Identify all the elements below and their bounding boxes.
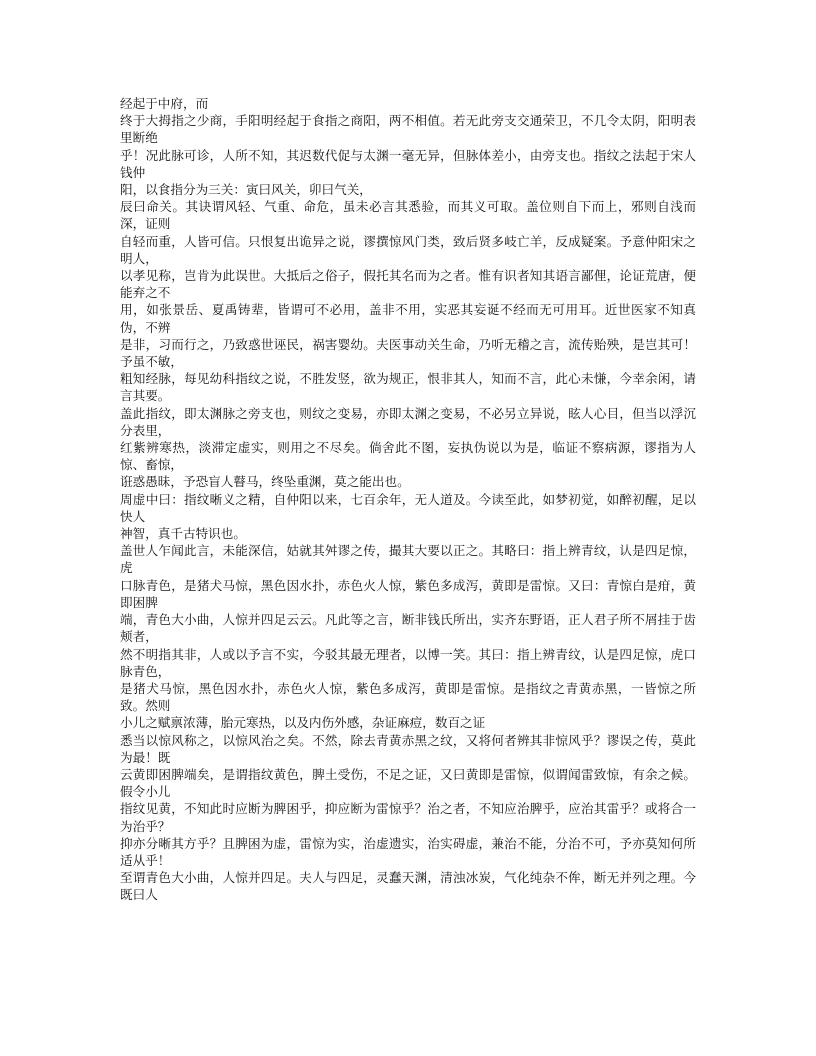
text-line: 阳，以食指分为三关：寅曰风关，卯曰气关，: [120, 182, 372, 198]
text-line: 乎！况此脉可诊，人所不知，其迟数代促与太渊一毫无异，但脉体差小，由旁支也。指纹之法起于宋人钱仲: [120, 147, 696, 180]
text-line: 周虚中曰：指纹晰义之精，自仲阳以来，七百余年，无人道及。今读至此，如梦初觉，如醉初醒，足以快人: [120, 491, 696, 524]
text-line: 是非，习而行之，乃致惑世诬民，祸害婴幼。夫医事动关生命，乃听无稽之言，流传贻殃，是岂其可！予虽不敏，: [120, 336, 696, 370]
text-line: 口脉青色，是猪犬马惊，黑色因水扑，赤色火人惊，紫色多成泻，黄即是雷惊。又曰：青惊白是疳，黄即困脾: [120, 577, 696, 610]
text-line: 是猪犬马惊，黑色因水扑，赤色火人惊，紫色多成泻，黄即是雷惊。是指纹之青黄赤黑，一皆惊之所致。然则: [120, 680, 696, 714]
text-line: 然不明指其非，人或以予言不实，今驳其最无理者，以博一笑。其曰：指上辨青纹，认是四足惊，虎口脉青色，: [120, 646, 696, 679]
text-line: 小儿之赋禀浓薄，胎元寒热，以及内伤外感，杂证麻痘，数百之证: [120, 715, 486, 731]
text-line: 云黄即困脾端矣，是谓指纹黄色，脾土受伤，不足之证，又曰黄即是雷惊，似谓闻雷致惊，有余之候。假令小儿: [120, 766, 696, 800]
text-line: 自轻而重，人皆可信。只恨复出诡异之说，谬撰惊风门类，致后贤多岐亡羊，反成疑案。予意仲阳宋之明人，: [120, 233, 696, 266]
text-line: 粗知经脉，每见幼科指纹之说，不胜发竖，欲为规正，恨非其人，知而不言，此心未慊，今幸余闲，请言其要。: [120, 371, 696, 404]
document-page: [120, 95, 696, 904]
text-line: 终于大拇指之少商，手阳明经起于食指之商阳，两不相值。若无此旁支交通荣卫，不几令太阴，阳明表里断绝: [120, 113, 696, 146]
text-line: 盖此指纹，即太渊脉之旁支也，则纹之变易，亦即太渊之变易，不必另立异说，眩人心目，但当以浮沉分表里，: [120, 405, 696, 438]
text-line: 抑亦分晰其方乎？且脾困为虚，雷惊为实，治虚遗实，治实碍虚，兼治不能，分治不可，予亦莫知何所适从乎！: [120, 835, 696, 868]
text-line: 指纹见黄，不知此时应断为脾困乎，抑应断为雷惊乎？治之者，不知应治脾乎，应治其雷乎？或将合一为治乎？: [120, 801, 696, 834]
text-line: 至谓青色大小曲，人惊并四足。夫人与四足，灵蠢天渊，清浊冰炭，气化纯杂不侔，断无并列之理。今既曰人: [120, 870, 696, 903]
text-line: 经起于中府，而: [120, 96, 209, 111]
text-line: 神智，真千古特识也。: [120, 526, 246, 542]
text-line: 以孝见称，岂肯为此误世。大抵后之俗子，假托其名而为之者。惟有识者知其语言鄙俚，论证荒唐，便能弃之不: [120, 268, 696, 301]
text-line: 辰曰命关。其诀谓风轻、气重、命危，虽未必言其悉验，而其义可取。盖位则自下而上，邪则自浅而深，证则: [120, 199, 696, 232]
text-line: 端，青色大小曲，人惊并四足云云。凡此等之言，断非钱氏所出，实齐东野语，正人君子所不屑挂于齿颊者，: [120, 612, 696, 645]
text-line: 红紫辨寒热，淡滞定虚实，则用之不尽矣。倘舍此不图，妄执伪说以为是，临证不察病源，谬指为人惊、畜惊，: [120, 440, 696, 473]
text-line: 盖世人乍闻此言，未能深信，姑就其舛谬之传，撮其大要以正之。其略曰：指上辨青纹，认是四足惊，虎: [120, 543, 696, 576]
text-line: 悉当以惊风称之，以惊风治之矣。不然，除去青黄赤黑之纹，又将何者辨其非惊风乎？谬误之传，莫此为最！既: [120, 732, 696, 765]
text-line: 用，如张景岳、夏禹铸辈，皆谓可不必用，盖非不用，实恶其妄诞不经而无可用耳。近世医家不知真伪，不辨: [120, 302, 696, 335]
text-line: 诳惑愚昧，予恐盲人瞽马，终坠重渊，莫之能出也。: [120, 474, 410, 490]
